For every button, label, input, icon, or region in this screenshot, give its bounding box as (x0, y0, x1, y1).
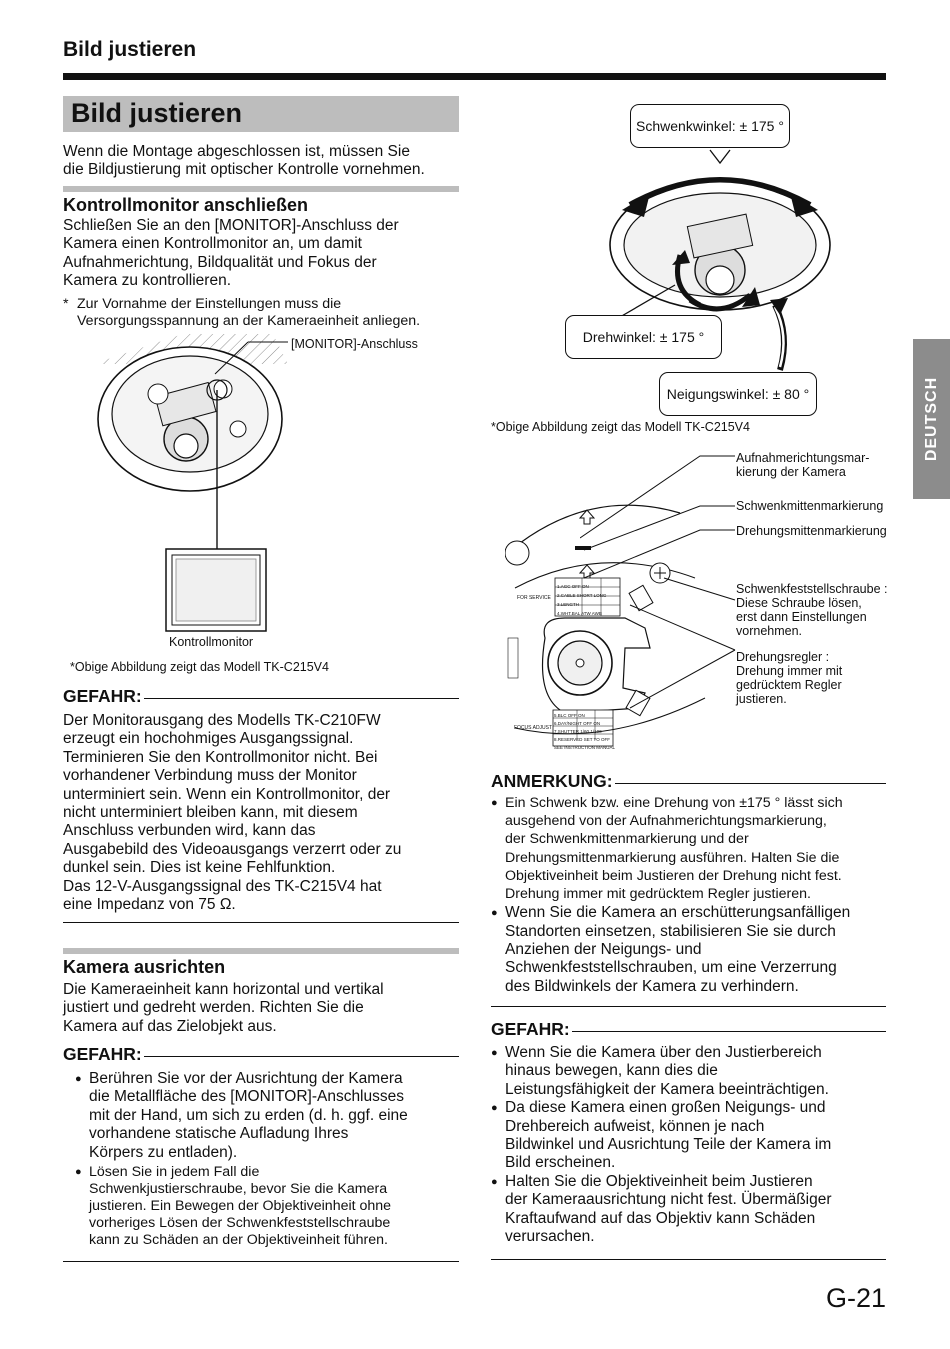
board-cell: ATW (581, 611, 591, 616)
danger-line: nicht unterminiert bleiben kann, mit diesem (63, 804, 358, 822)
monitor-section-body (63, 217, 463, 291)
board-cell: 5.BLC (554, 713, 567, 718)
section-rule (63, 186, 459, 192)
body-line: Schließen Sie an den [MONITOR]-Anschluss der (63, 217, 399, 234)
label-line: kierung der Kamera (736, 465, 846, 479)
body-line: justiert und gedreht werden. Richten Sie die (63, 999, 364, 1017)
board-cell: OFF (567, 713, 577, 718)
board-cell: OFF (600, 737, 610, 742)
label-line: Diese Schraube lösen, (736, 596, 862, 610)
item-line: Drehungsmittenmarkierung ausführen. Halten Sie die (505, 849, 840, 866)
item-line: Drehbereich aufweist, können je nach (505, 1117, 765, 1135)
item-line: ausgehend von der Aufnahmerichtungsmarkierung, (505, 813, 827, 830)
figure-caption: *Obige Abbildung zeigt das Modell TK-C215V4 (70, 660, 329, 674)
divider (63, 922, 459, 923)
note-heading-text: ANMERKUNG: (491, 771, 613, 791)
align-section-heading: Kamera ausrichten (63, 957, 226, 977)
label-line: Drehungsregler : (736, 650, 830, 664)
danger-list (75, 1070, 465, 1249)
danger-line: eine Impedanz von 75 Ω. (63, 896, 236, 914)
intro-line: Wenn die Montage abgeschlossen ist, müssen Sie (63, 143, 410, 160)
label-line: Aufnahmerichtungsmar- (736, 451, 870, 465)
item-line: ● Ein Schwenk bzw. eine Drehung von ±175 ° lässt sich (505, 795, 843, 811)
danger-heading-text: GEFAHR: (63, 1044, 142, 1064)
board-focus-adjust: FOCUS ADJUST (514, 725, 553, 731)
board-cell: 2.CABLE (557, 593, 576, 598)
list-item (491, 1173, 891, 1247)
item-line: Schwenkfeststellschrauben, um eine Verzerrung (505, 959, 837, 977)
item-line: vorhandene statische Aufladung Ihres (89, 1125, 349, 1143)
danger-line: Der Monitorausgang des Modells TK-C210FW (63, 712, 381, 729)
item-line: vorheriges Lösen der Schwenkfeststellschraube (89, 1215, 391, 1232)
body-line: Kamera auf das Zielobjekt aus. (63, 1017, 277, 1035)
board-manual: SEE INSTRUCTION MANUAL (554, 745, 616, 750)
danger-heading-text: GEFAHR: (491, 1019, 570, 1039)
board-cell: ON (578, 713, 585, 718)
danger-heading (63, 1044, 459, 1065)
body-line: Kamera einen Kontrollmonitor an, um damit (63, 235, 362, 253)
intro-line: die Bildjustierung mit optischer Kontrolle vornehmen. (63, 161, 425, 179)
rotation-controller-label (736, 650, 842, 706)
item-line: der Schwenkmittenmarkierung und der (505, 831, 749, 848)
item-line: ● Wenn Sie die Kamera an erschütterungsanfälligen (505, 904, 851, 922)
body-line: Die Kameraeinheit kann horizontal und vertikal (63, 981, 384, 998)
board-cell: SHORT (576, 593, 593, 598)
figure-caption: *Obige Abbildung zeigt das Modell TK-C215V4 (491, 420, 750, 434)
board-cell: 1/60 (580, 729, 590, 734)
item-line: Bildwinkel und Ausrichtung Teile der Kamera im (505, 1136, 832, 1154)
item-line: Körpers zu entladen). (89, 1143, 238, 1161)
danger-heading-text: GEFAHR: (63, 686, 142, 706)
danger-line: Terminieren Sie den Kontrollmonitor nicht. Bei (63, 748, 378, 766)
tilt-angle-callout (659, 372, 817, 416)
board-cell: ON (582, 584, 589, 589)
language-tab (913, 339, 950, 499)
intro-text (63, 143, 463, 180)
list-item (491, 794, 891, 903)
item-line: Standorten einsetzen, stabilisieren Sie sie durch (505, 922, 836, 940)
section-title: Bild justieren (71, 98, 243, 128)
monitor-section-heading: Kontrollmonitor anschließen (63, 195, 309, 215)
danger-line: unterminiert sein. Wenn ein Kontrollmonitor, der (63, 785, 391, 803)
note-list (491, 794, 891, 996)
item-line: die Metallfläche des [MONITOR]-Anschlusses (89, 1088, 404, 1106)
item-line: hinaus bewegen, kann dies die (505, 1062, 718, 1080)
monitor-note (63, 296, 463, 330)
list-item (491, 1044, 891, 1099)
board-cell: OFF (571, 584, 581, 589)
board-cell: 4.WHT.BAL (557, 611, 581, 616)
rotation-angle-label: Drehwinkel: ± 175 ° (582, 329, 705, 345)
note-asterisk: * (63, 296, 69, 312)
divider (63, 1261, 459, 1262)
danger-line: erzeugt ein hochohmiges Ausgangssignal. (63, 730, 354, 748)
item-line: ● Halten Sie die Objektiveinheit beim Justieren (505, 1172, 813, 1190)
item-line: Objektiveinheit beim Justieren der Drehung nicht fest. (505, 867, 842, 884)
board-cell: 1.AGC (557, 584, 571, 589)
page-number: G-21 (825, 1283, 886, 1313)
section-rule (63, 948, 459, 954)
item-line: ● Da diese Kamera einen großen Neigungs- und (505, 1099, 826, 1117)
label-line: erst dann Einstellungen (736, 610, 867, 624)
monitor-connection-figure (88, 334, 378, 654)
item-line: Anziehen der Neigungs- und (505, 941, 702, 959)
danger-line: Das 12-V-Ausgangssignal des TK-C215V4 hat (63, 877, 382, 895)
board-cell: 8.RESERVED (554, 737, 583, 742)
danger-line: Ausgabebild des Videoausgangs verzerrt oder zu (63, 840, 402, 858)
item-line: kann zu Schäden an der Objektiveinheit führen. (89, 1232, 388, 1249)
note-line: Versorgungsspannung an der Kameraeinheit anliegen. (77, 313, 421, 329)
body-line: Aufnahmerichtung, Bildqualität und Fokus der (63, 253, 377, 271)
list-item (75, 1164, 465, 1249)
direction-mark-label (736, 451, 869, 479)
danger-line: dunkel sein. Dies ist keine Fehlfunktion. (63, 859, 336, 877)
item-line: der Kameraausrichtung nicht fest. Übermäßiger (505, 1191, 832, 1209)
align-section-body (63, 981, 463, 1036)
board-cell: 1/100 (590, 729, 602, 734)
danger-list (491, 1044, 891, 1246)
board-for-service: FOR SERVICE (517, 595, 551, 601)
note-heading (491, 771, 886, 792)
header-rule (63, 73, 886, 80)
board-cell: 7.SHUTTER (554, 729, 580, 734)
board-cell: 6.DAY/NIGHT (554, 721, 582, 726)
danger-line: Anschluss verbunden wird, kann das (63, 822, 316, 840)
list-item (491, 1099, 891, 1173)
note-line: Zur Vornahme der Einstellungen muss die (77, 296, 342, 312)
pan-angle-label: Schwenkwinkel: ± 175 ° (636, 118, 784, 134)
item-line: Drehung immer mit gedrücktem Regler justieren. (505, 886, 811, 903)
pan-center-mark-label: Schwenkmittenmarkierung (736, 499, 884, 513)
item-line: justieren. Ein Bewegen der Objektiveinheit ohne (89, 1198, 392, 1215)
item-line: Kraftaufwand auf das Objektiv kann Schäden (505, 1209, 816, 1227)
pan-lock-screw-label (736, 582, 887, 638)
divider (491, 1259, 886, 1260)
tilt-angle-label: Neigungswinkel: ± 80 ° (666, 386, 810, 402)
board-cell: 3.LENGTH (557, 602, 580, 607)
section-title-box (63, 96, 459, 132)
item-line: ● Wenn Sie die Kamera über den Justierbereich (505, 1044, 822, 1061)
label-line: Drehung immer mit (736, 664, 843, 678)
item-line: des Bildwinkels der Kamera zu verhindern. (505, 977, 799, 995)
item-line: Schwenkjustierschraube, bevor Sie die Kamera (89, 1181, 388, 1198)
label-line: justieren. (736, 692, 787, 706)
pan-angle-callout (630, 104, 790, 148)
label-line: Schwenkfeststellschraube : (736, 582, 888, 596)
danger-body (63, 712, 463, 914)
page-header-title: Bild justieren (63, 38, 197, 61)
control-monitor-label: Kontrollmonitor (169, 635, 254, 649)
danger-heading (491, 1019, 886, 1040)
monitor-port-label: [MONITOR]-Anschluss (291, 337, 418, 351)
label-line: gedrücktem Regler (736, 678, 842, 692)
leader-lines (580, 450, 740, 730)
language-tab-label: DEUTSCH (922, 376, 940, 462)
item-line: verursachen. (505, 1228, 595, 1246)
board-cell: SET TO (583, 737, 600, 742)
item-line: Leistungsfähigkeit der Kamera beeinträchtigen. (505, 1080, 829, 1098)
danger-line: vorhandener Verbindung muss der Monitor (63, 767, 357, 785)
rotation-center-mark-label: Drehungsmittenmarkierung (736, 524, 887, 538)
list-item (75, 1070, 465, 1162)
board-cell: LONG (593, 593, 607, 598)
board-cell: ON (593, 721, 601, 726)
item-line: ● Lösen Sie in jedem Fall die (89, 1164, 260, 1181)
list-item (491, 904, 891, 996)
item-line: Bild erscheinen. (505, 1154, 616, 1172)
divider (491, 1006, 886, 1007)
board-cell: OFF (583, 721, 593, 726)
item-line: mit der Hand, um sich zu erden (d. h. ggf. eine (89, 1106, 408, 1124)
danger-heading (63, 686, 459, 707)
item-line: ● Berühren Sie vor der Ausrichtung der Kamera (89, 1070, 403, 1087)
body-line: Kamera zu kontrollieren. (63, 272, 231, 290)
label-line: vornehmen. (736, 624, 803, 638)
rotation-angle-callout (565, 315, 722, 359)
board-cell: AWB (591, 611, 602, 616)
